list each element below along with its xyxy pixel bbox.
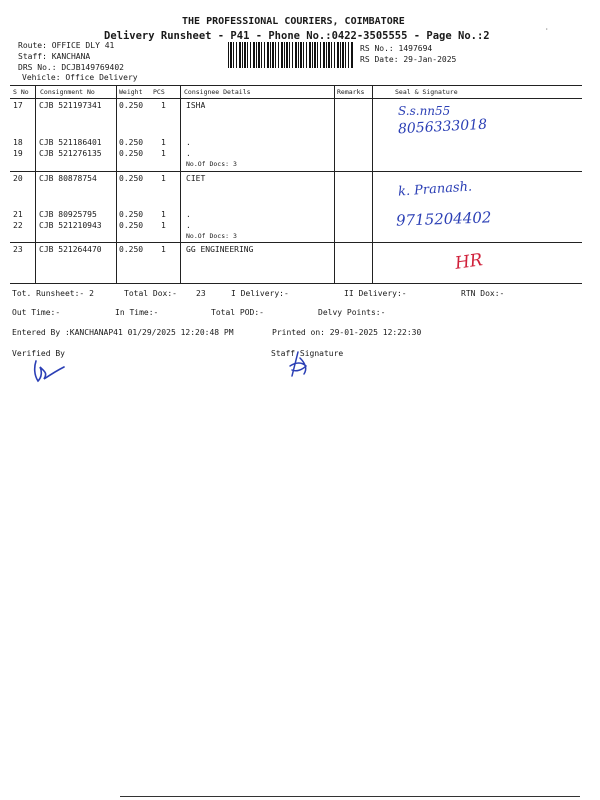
col-header-consignee: Consignee Details [184,88,251,96]
row-pcs: 1 [161,221,166,230]
col-header-weight: Weight [119,88,143,96]
row-weight: 0.250 [119,221,144,230]
row-weight: 0.250 [119,101,144,110]
docs-count-note: No.Of Docs: 3 [186,160,237,168]
consignee-name: GG ENGINEERING [186,245,254,254]
handwritten-name: k. Pranash. [397,179,473,200]
row-sno: 17 [13,101,23,110]
row-weight: 0.250 [119,174,144,183]
col-header-pcs: PCS [153,88,165,96]
row-sno: 23 [13,245,23,254]
consignee-name: CIET [186,174,206,183]
row-pcs: 1 [161,101,166,110]
group-divider [10,171,582,172]
col-header-seal: Seal & Signature [395,88,458,96]
handwritten-phone: 9715204402 [395,208,492,230]
row-weight: 0.250 [119,245,144,254]
table-top-border [10,85,582,86]
row-sno: 21 [13,210,23,219]
company-title: THE PROFESSIONAL COURIERS, COIMBATORE [182,16,405,27]
out-time: Out Time:- [12,308,61,317]
table-bottom-border [10,283,582,284]
delvy-points: Delvy Points:- [318,308,386,317]
row-consignment: CJB 521264470 [39,245,102,254]
drs-number: DRS No.: DCJB149769402 [18,63,124,72]
printed-on: Printed on: 29-01-2025 12:22:30 [272,328,422,337]
barcode-image [228,42,354,68]
total-dox-label: Total Dox:- [124,289,177,298]
col-header-consignment: Consignment No [40,88,95,96]
in-time: In Time:- [115,308,159,317]
row-sno: 22 [13,221,23,230]
row-pcs: 1 [161,149,166,158]
verified-by-label: Verified By [12,349,65,358]
rtn-dox: RTN Dox:- [461,289,505,298]
route-label: Route: OFFICE DLY 41 [18,41,115,50]
row-consignment: CJB 521276135 [39,149,102,158]
runsheet-subtitle: Delivery Runsheet - P41 - Phone No.:0422-3505555 - Page No.:2 [104,30,490,42]
row-mark: . [186,221,191,230]
i-delivery: I Delivery:- [231,289,289,298]
row-consignment: CJB 80878754 [39,174,97,183]
staff-signature [284,350,318,380]
group-divider [10,242,582,243]
ii-delivery: II Delivery:- [344,289,407,298]
row-sno: 19 [13,149,23,158]
row-pcs: 1 [161,245,166,254]
row-pcs: 1 [161,174,166,183]
entered-by: Entered By :KANCHANAP41 01/29/2025 12:20:48 PM [12,328,234,337]
handwritten-phone: 8056333018 [397,116,488,138]
row-weight: 0.250 [119,149,144,158]
row-weight: 0.250 [119,210,144,219]
row-consignment: CJB 521186401 [39,138,102,147]
margin-mark: · [545,26,549,33]
col-divider [116,86,117,283]
row-pcs: 1 [161,138,166,147]
row-consignment: CJB 521210943 [39,221,102,230]
total-pod: Total POD:- [211,308,264,317]
row-sno: 20 [13,174,23,183]
row-mark: . [186,138,191,147]
consignee-name: ISHA [186,101,206,110]
row-sno: 18 [13,138,23,147]
row-pcs: 1 [161,210,166,219]
col-divider [180,86,181,283]
row-consignment: CJB 521197341 [39,101,102,110]
tot-runsheet: Tot. Runsheet:- 2 [12,289,94,298]
staff-signature-label: Staff Signature [271,349,344,358]
col-header-sno: S No [13,88,29,96]
handwritten-initials: HR [453,250,484,274]
rs-date: RS Date: 29-Jan-2025 [360,55,457,64]
row-mark: . [186,149,191,158]
table-header-border [10,98,582,99]
rs-number: RS No.: 1497694 [360,44,433,53]
col-divider [334,86,335,283]
row-weight: 0.250 [119,138,144,147]
docs-count-note: No.Of Docs: 3 [186,232,237,240]
vehicle-label: Vehicle: Office Delivery [22,73,138,82]
row-consignment: CJB 80925795 [39,210,97,219]
staff-label: Staff: KANCHANA [18,52,91,61]
handwritten-name: S.s.nn55 [398,104,451,118]
col-divider [372,86,373,283]
row-mark: . [186,210,191,219]
verified-signature [30,357,70,387]
total-dox-value: 23 [196,289,206,298]
col-header-remarks: Remarks [337,88,365,96]
page-bottom-edge [120,796,580,797]
col-divider [35,86,36,283]
